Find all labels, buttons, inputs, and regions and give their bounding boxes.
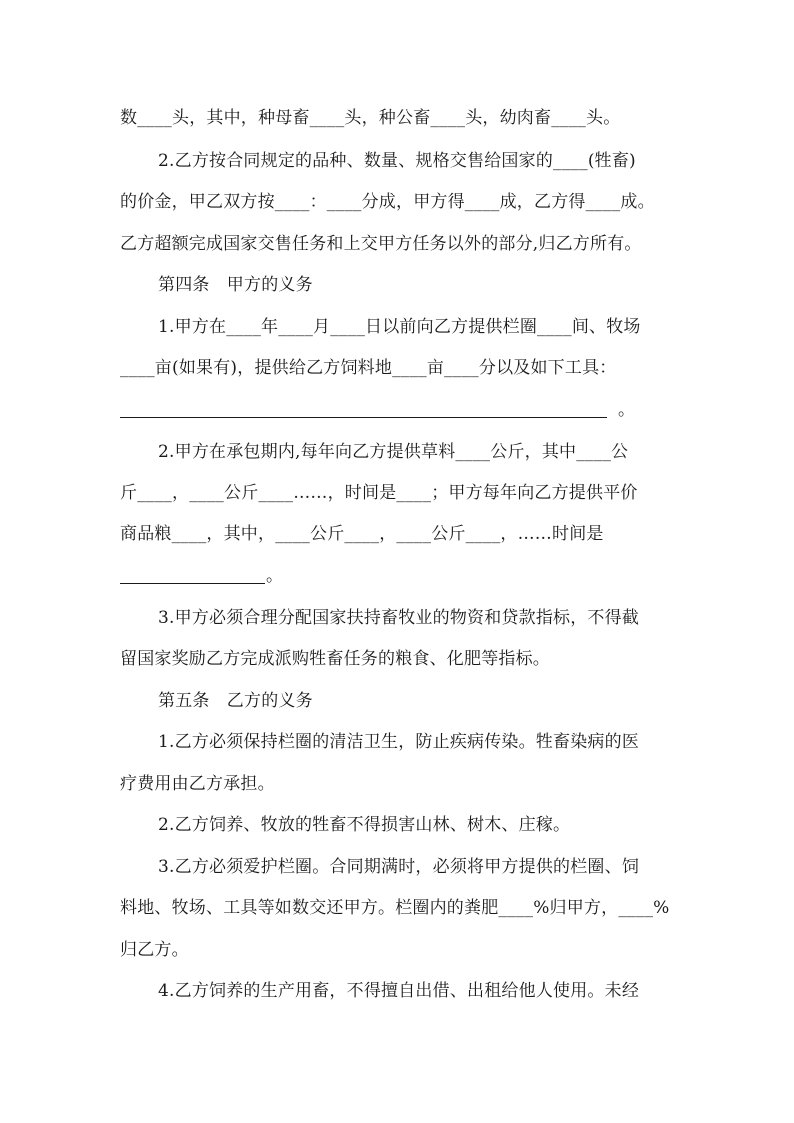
text-line-7: ____亩(如果有)，提供给乙方饲料地____亩____分以及如下工具： bbox=[120, 358, 617, 378]
text-line-4: 乙方超额完成国家交售任务和上交甲方任务以外的部分,归乙方所有。 bbox=[120, 234, 642, 254]
text-line-9: 2.甲方在承包期内,每年向乙方提供草料____公斤，其中____公 bbox=[158, 442, 629, 462]
section-heading-article-4: 第四条 甲方的义务 bbox=[158, 275, 313, 295]
text-line-10: 斤____，____公斤____……，时间是____；甲方每年向乙方提供平价 bbox=[120, 483, 638, 503]
text-line-2: 2.乙方按合同规定的品种、数量、规格交售给国家的____(牲畜) bbox=[158, 151, 636, 171]
text-line-18: 2.乙方饲养、牧放的牲畜不得损害山林、树木、庄稼。 bbox=[158, 815, 571, 835]
blank-fill-line bbox=[120, 417, 607, 418]
text-line-17: 疗费用由乙方承担。 bbox=[120, 774, 275, 794]
text-line-12: 。 bbox=[266, 566, 284, 586]
text-line-8: 。 bbox=[618, 400, 636, 420]
blank-fill-line bbox=[120, 583, 265, 584]
text-line-21: 归乙方。 bbox=[120, 940, 189, 960]
text-line-11: 商品粮____，其中，____公斤____，____公斤____，……时间是 bbox=[120, 524, 604, 544]
text-line-3: 的价金，甲乙双方按____：____分成，甲方得____成，乙方得____成。 bbox=[120, 192, 655, 212]
text-line-16: 1.乙方必须保持栏圈的清洁卫生，防止疾病传染。牲畜染病的医 bbox=[158, 732, 640, 752]
text-line-1: 数____头，其中，种母畜____头，种公畜____头，幼肉畜____头。 bbox=[120, 108, 621, 128]
text-line-22: 4.乙方饲养的生产用畜，不得擅自出借、出租给他人使用。未经 bbox=[158, 981, 640, 1001]
text-line-13: 3.甲方必须合理分配国家扶持畜牧业的物资和贷款指标，不得截 bbox=[158, 608, 640, 628]
text-line-20: 料地、牧场、工具等如数交还甲方。栏圈内的粪肥____%归甲方，____% bbox=[120, 898, 670, 918]
section-heading-article-5: 第五条 乙方的义务 bbox=[158, 691, 313, 711]
text-line-14: 留国家奖励乙方完成派购牲畜任务的粮食、化肥等指标。 bbox=[120, 649, 550, 669]
text-line-6: 1.甲方在____年____月____日以前向乙方提供栏圈____间、牧场 bbox=[158, 317, 641, 337]
text-line-19: 3.乙方必须爱护栏圈。合同期满时，必须将甲方提供的栏圈、饲 bbox=[158, 857, 640, 877]
